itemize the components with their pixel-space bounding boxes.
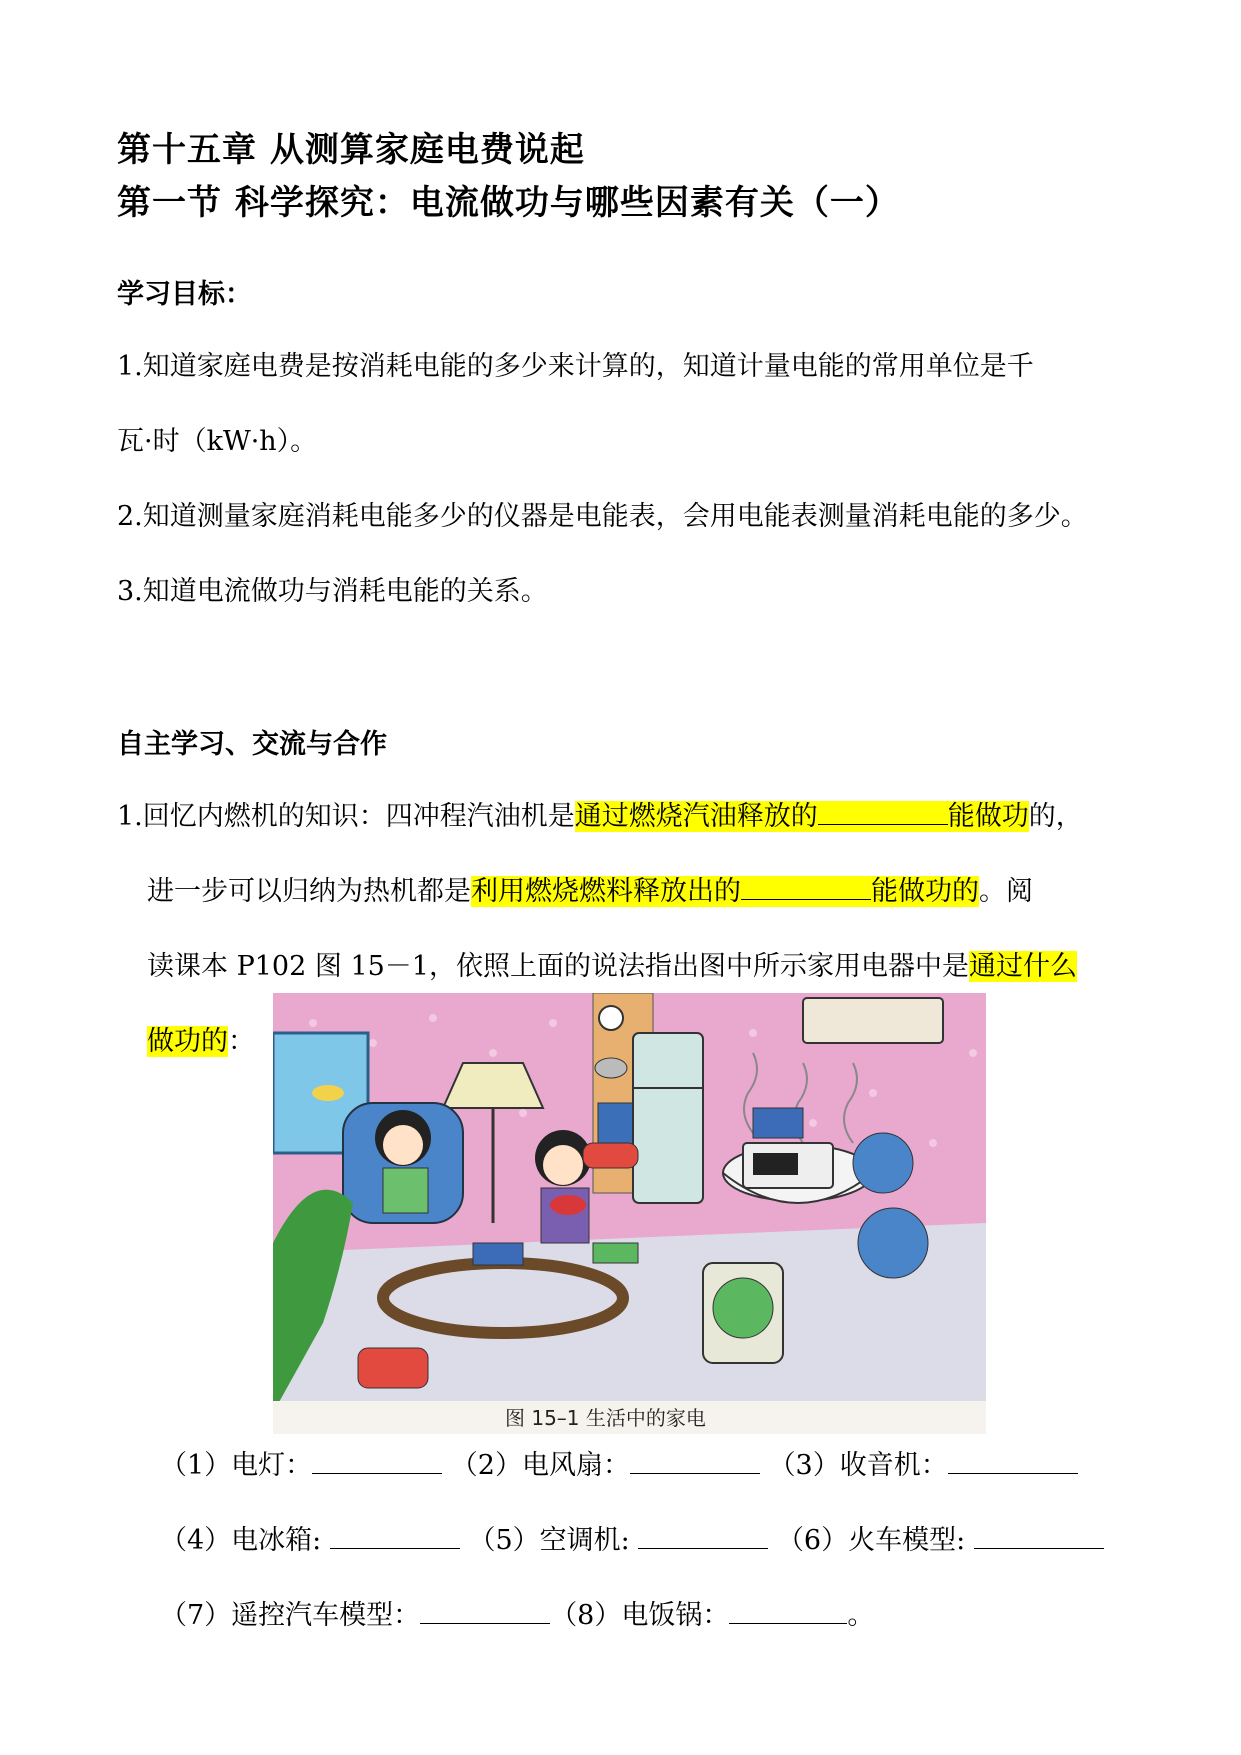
- chapter-title: 第十五章 从测算家庭电费说起: [117, 130, 585, 170]
- q1-text: ：: [228, 1026, 255, 1057]
- refrigerator: [633, 1033, 703, 1203]
- chair: [853, 1133, 913, 1193]
- answer-row-2: [160, 1518, 1120, 1557]
- answer-label-train-model: （6）火车模型:: [776, 1525, 966, 1556]
- answer-label-lamp: （1）电灯：: [160, 1450, 313, 1481]
- objectives-heading: 学习目标：: [117, 279, 252, 310]
- remote-control-car: [358, 1348, 428, 1388]
- highlight-part: 通过燃烧汽油释放的: [574, 801, 818, 832]
- objective-1-line-2: 瓦·时（kW·h）。: [117, 426, 318, 457]
- wall-clock: [599, 1006, 623, 1030]
- highlight-text: 通过什么: [968, 951, 1077, 982]
- highlight-text: 做功的: [147, 1026, 228, 1057]
- answer-blank[interactable]: [420, 1601, 550, 1624]
- telephone: [753, 1108, 803, 1138]
- answer-label-fridge: （4）电冰箱:: [160, 1525, 322, 1556]
- objective-2: 2.知道测量家庭消耗电能多少的仪器是电能表，会用电能表测量消耗电能的多少。: [117, 501, 1088, 532]
- answer-blank[interactable]: [741, 877, 871, 900]
- highlight-text: [575, 801, 1029, 832]
- answer-blank[interactable]: [630, 1451, 760, 1474]
- objective-3: 3.知道电流做功与消耗电能的关系。: [117, 576, 548, 607]
- answer-blank[interactable]: [312, 1451, 442, 1474]
- answer-blank[interactable]: [638, 1526, 768, 1549]
- answer-row-1: [160, 1443, 1120, 1482]
- answer-blank[interactable]: [729, 1601, 847, 1624]
- air-conditioner: [803, 998, 943, 1043]
- q1-text: 1.回忆内燃机的知识：四冲程汽油机是: [117, 801, 575, 832]
- q1-text: 读课本 P102 图 15－1，依照上面的说法指出图中所示家用电器中是: [147, 951, 969, 982]
- question-1-line-2: [147, 872, 1033, 912]
- answer-label-rc-car: （7）遥控汽车模型：: [160, 1600, 421, 1631]
- q1-text: 进一步可以归纳为热机都是: [147, 876, 471, 907]
- q1-text: 。阅: [979, 876, 1033, 907]
- end-period: 。: [847, 1600, 875, 1631]
- answer-blank[interactable]: [818, 802, 948, 825]
- figure-caption: 图 15–1 生活中的家电: [505, 1406, 706, 1430]
- self-study-heading: 自主学习、交流与合作: [117, 729, 387, 760]
- answer-blank[interactable]: [948, 1451, 1078, 1474]
- highlight-text: [471, 876, 979, 907]
- answer-label-rice-cooker: （8）电饭锅：: [550, 1600, 730, 1631]
- answer-label-radio: （3）收音机：: [768, 1450, 948, 1481]
- question-1-line-1: [117, 797, 1083, 837]
- answer-blank[interactable]: [974, 1526, 1104, 1549]
- highlight-part: 能做功的: [871, 876, 979, 907]
- toy-train: [473, 1243, 523, 1265]
- answer-row-3: [160, 1593, 1120, 1632]
- question-1-line-3: [147, 947, 1077, 987]
- answer-label-fan: （2）电风扇：: [450, 1450, 630, 1481]
- household-scene-illustration: [273, 993, 986, 1434]
- answer-label-air-conditioner: （5）空调机:: [468, 1525, 630, 1556]
- fish: [312, 1085, 344, 1101]
- section-title: 第一节 科学探究：电流做功与哪些因素有关（一）: [117, 183, 900, 223]
- rice-cooker: [595, 1058, 627, 1078]
- answer-blank[interactable]: [330, 1526, 460, 1549]
- highlight-part: 利用燃烧燃料释放出的: [471, 876, 741, 907]
- q1-text: 的，: [1028, 801, 1083, 832]
- objective-1-line-1: 1.知道家庭电费是按消耗电能的多少来计算的，知道计量电能的常用单位是千: [117, 351, 1034, 382]
- question-1-line-4: [147, 1022, 255, 1062]
- toy-car: [583, 1143, 638, 1168]
- highlight-part: 能做功: [947, 801, 1029, 832]
- household-appliances-figure: [273, 993, 986, 1434]
